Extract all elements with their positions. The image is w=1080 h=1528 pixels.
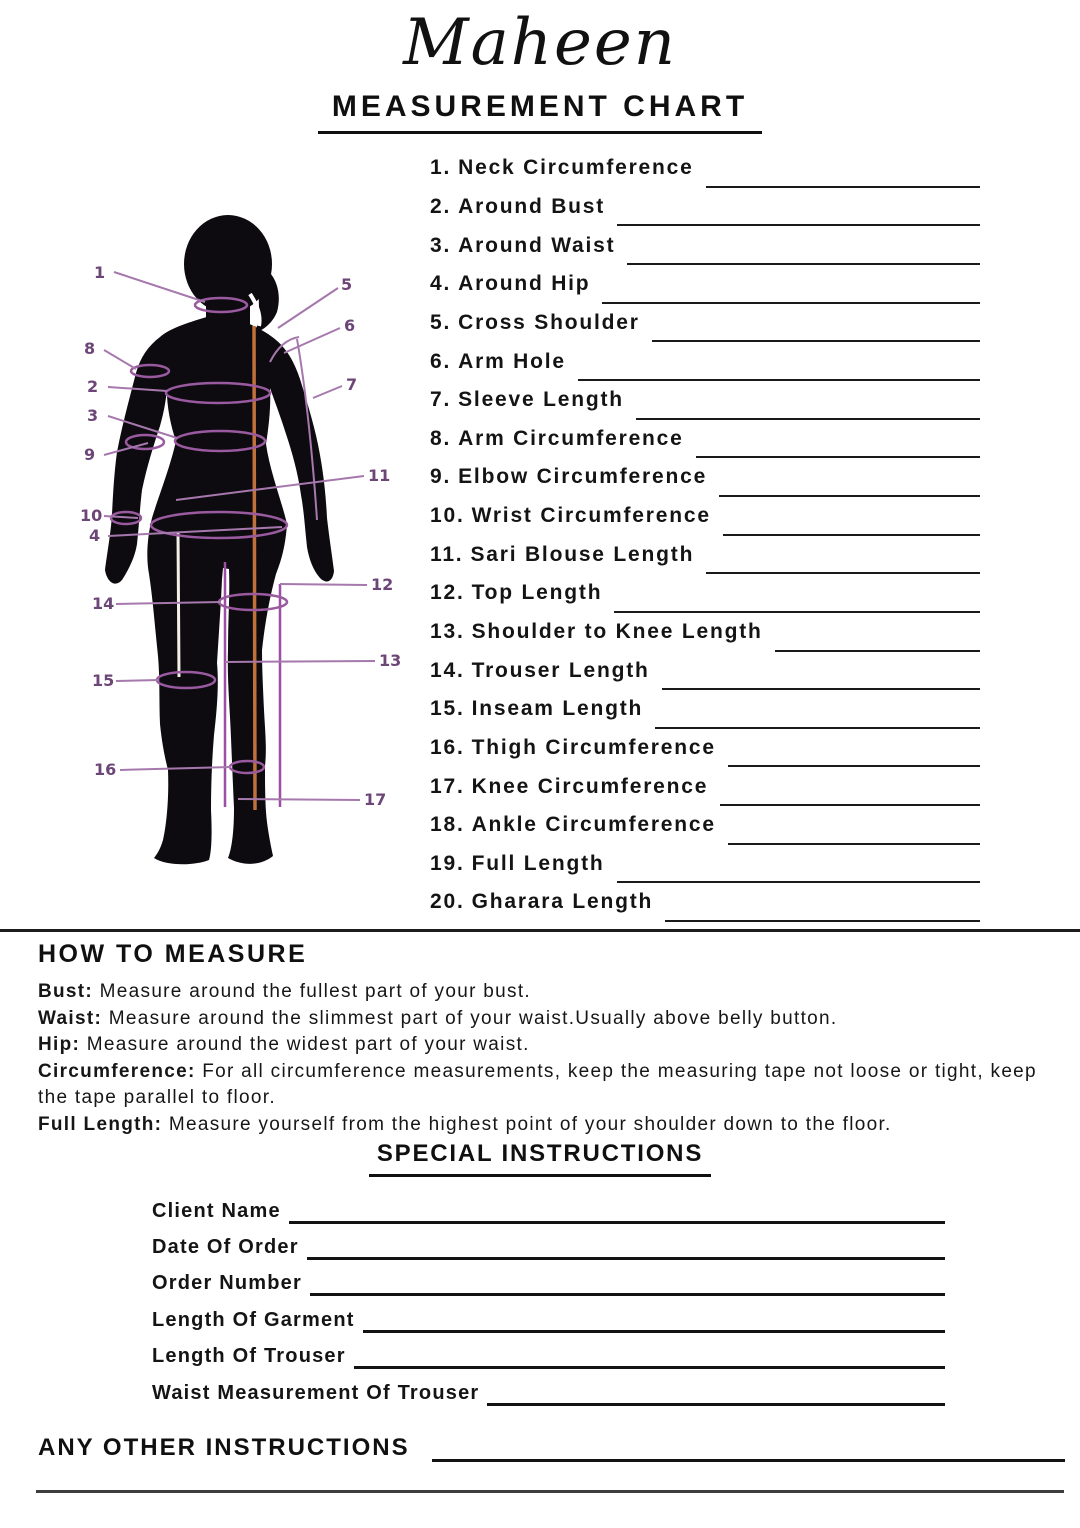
how-to-text: Measure yourself from the highest point of your shoulder down to the floor. [168,1113,892,1135]
how-to-text: Measure around the slimmest part of your waist.Usually above belly button. [108,1007,838,1029]
field-label: Waist Measurement Of Trouser [152,1381,480,1404]
measurement-number: 18. [430,813,465,837]
measurement-label: Shoulder to Knee Length [471,620,763,643]
measurement-row [430,574,980,613]
measurement-number: 5. [430,310,452,334]
measurement-number: 14. [430,658,465,682]
figure-marker: 9 [84,445,96,464]
figure-marker: 8 [84,339,96,358]
measurement-label: Around Waist [458,233,616,257]
measurement-label: Elbow Circumference [458,465,708,489]
field-row [152,1229,945,1265]
how-to-item [38,1006,1043,1033]
figure-marker: 1 [94,263,106,282]
measurement-write-in-line[interactable] [614,611,980,613]
measurement-label: Arm Circumference [458,426,684,450]
measurement-number: 3. [430,233,452,257]
figure-marker: 3 [87,406,99,425]
figure-marker: 13 [379,651,402,670]
any-other-instructions-label: ANY OTHER INSTRUCTIONS [38,1434,410,1461]
measurement-label: Top Length [471,581,603,605]
measurement-write-in-line[interactable] [696,456,980,458]
field-row [152,1193,945,1229]
figure-marker: 16 [94,760,117,779]
measurement-write-in-line[interactable] [602,302,980,304]
measurement-label: Thigh Circumference [471,735,716,759]
measurement-label: Inseam Length [471,697,644,721]
measurement-label: Around Hip [458,272,591,296]
measurement-row [430,265,980,304]
measurement-write-in-line[interactable] [728,765,980,767]
measurement-write-in-line[interactable] [728,843,980,845]
measurement-number: 8. [430,426,452,450]
measurement-label: Arm Hole [458,349,566,373]
measurement-label: Sari Blouse Length [470,542,695,566]
measurement-write-in-line[interactable] [723,534,980,536]
measurement-label: Neck Circumference [458,156,694,180]
how-to-measure-heading: HOW TO MEASURE [38,940,308,968]
brand-logo: Maheen [403,6,677,80]
measurement-write-in-line[interactable] [636,418,980,420]
measurement-label: Trouser Length [471,658,650,682]
measurement-number: 20. [430,890,465,914]
measurement-number: 12. [430,581,465,605]
measurement-write-in-line[interactable] [706,186,980,188]
figure-marker: 6 [344,316,356,335]
figure-marker: 7 [346,375,358,394]
any-other-instructions-row [38,1430,1065,1466]
measurement-label: Wrist Circumference [471,504,711,528]
measurement-number: 9. [430,465,452,489]
field-row [152,1302,945,1338]
special-instructions-fields [152,1193,945,1411]
field-row [152,1375,945,1411]
how-to-item [38,1112,1043,1139]
measurement-row [430,226,980,265]
measurement-number: 17. [430,774,465,798]
special-instructions-heading: SPECIAL INSTRUCTIONS [369,1140,711,1177]
measurement-row [430,690,980,729]
measurement-label: Full Length [471,851,605,875]
measurement-label: Sleeve Length [458,388,624,412]
field-write-in-line[interactable] [289,1221,945,1224]
measurement-number: 4. [430,272,452,296]
measurement-row [430,188,980,227]
measurement-row [430,845,980,884]
measurement-row [430,381,980,420]
page-title-wrap [0,90,1080,134]
page-title: MEASUREMENT CHART [318,90,762,134]
measurement-write-in-line[interactable] [652,340,980,342]
measurement-label: Around Bust [458,194,606,218]
measurement-write-in-line[interactable] [578,379,980,381]
how-to-text: Measure around the widest part of your waist. [86,1034,530,1056]
measurement-write-in-line[interactable] [617,881,980,883]
measurement-label: Ankle Circumference [471,813,716,837]
measurement-number: 19. [430,851,465,875]
measurement-write-in-line[interactable] [662,688,980,690]
measurement-number: 11. [430,542,464,566]
field-write-in-line[interactable] [310,1293,945,1296]
measurement-row [430,613,980,652]
measurement-number: 7. [430,388,452,412]
measurement-number: 10. [430,504,465,528]
measurement-row [430,458,980,497]
section-divider [0,929,1080,932]
field-write-in-line[interactable] [363,1330,945,1333]
measurement-row [430,419,980,458]
figure-marker: 10 [80,506,103,525]
figure-marker: 12 [371,575,394,594]
how-to-text: For all circumference measurements, keep the measuring tape not loose or tight, keep the tape parallel to floor. [38,1060,1037,1109]
how-to-item [38,979,1043,1006]
how-to-term: Bust: [38,981,94,1002]
measurement-number: 6. [430,349,452,373]
figure-marker: 15 [92,671,115,690]
measurement-list [430,149,980,922]
measurement-number: 2. [430,194,452,218]
body-measurement-diagram [70,210,405,910]
figure-marker: 11 [368,466,391,485]
measurement-row [430,729,980,768]
measurement-write-in-line[interactable] [775,650,980,652]
field-label: Length Of Garment [152,1308,355,1331]
measurement-write-in-line[interactable] [720,804,980,806]
measurement-row [430,342,980,381]
how-to-term: Circumference: [38,1060,196,1082]
figure-marker: 14 [92,594,115,613]
field-label: Length Of Trouser [152,1345,346,1368]
how-to-term: Waist: [38,1007,103,1029]
figure-marker: 2 [87,377,99,396]
measurement-write-in-line[interactable] [719,495,980,497]
how-to-item [38,1059,1043,1112]
field-label: Client Name [152,1199,281,1222]
measurement-row [430,149,980,188]
field-write-in-line[interactable] [354,1366,945,1369]
measurement-row [430,806,980,845]
figure-marker: 4 [89,526,101,545]
how-to-item [38,1032,1043,1059]
field-write-in-line[interactable] [487,1403,945,1406]
how-to-term: Hip: [38,1034,81,1056]
measurement-row [430,651,980,690]
measurement-number: 16. [430,735,465,759]
measurement-row [430,497,980,536]
measurement-number: 1. [430,156,452,180]
field-row [152,1266,945,1302]
special-instructions-heading-wrap [0,1140,1080,1177]
measurement-write-in-line[interactable] [655,727,980,729]
measurement-number: 15. [430,697,465,721]
how-to-term: Full Length: [38,1113,163,1135]
how-to-measure-section [38,940,1043,1139]
field-write-in-line[interactable] [307,1257,945,1260]
measurement-row [430,767,980,806]
measurement-write-in-line[interactable] [706,572,980,574]
measurement-row [430,535,980,574]
measurement-write-in-line[interactable] [627,263,980,265]
measurement-write-in-line[interactable] [665,920,980,922]
measurement-label: Cross Shoulder [458,310,640,334]
field-row [152,1339,945,1375]
field-label: Order Number [152,1272,302,1295]
how-to-text: Measure around the fullest part of your bust. [99,981,531,1002]
measurement-label: Knee Circumference [471,774,709,798]
figure-marker: 17 [364,790,387,809]
measurement-label: Gharara Length [471,890,654,914]
field-label: Date Of Order [152,1236,299,1259]
full-length-line [178,532,179,677]
any-other-instructions-line[interactable] [432,1459,1065,1462]
bottom-write-in-line[interactable] [36,1490,1064,1493]
measurement-number: 13. [430,620,465,643]
measurement-write-in-line[interactable] [617,224,980,226]
shoulder-to-ankle-line [254,326,255,810]
measurement-row [430,883,980,922]
measurement-row [430,304,980,343]
figure-marker: 5 [341,275,353,294]
